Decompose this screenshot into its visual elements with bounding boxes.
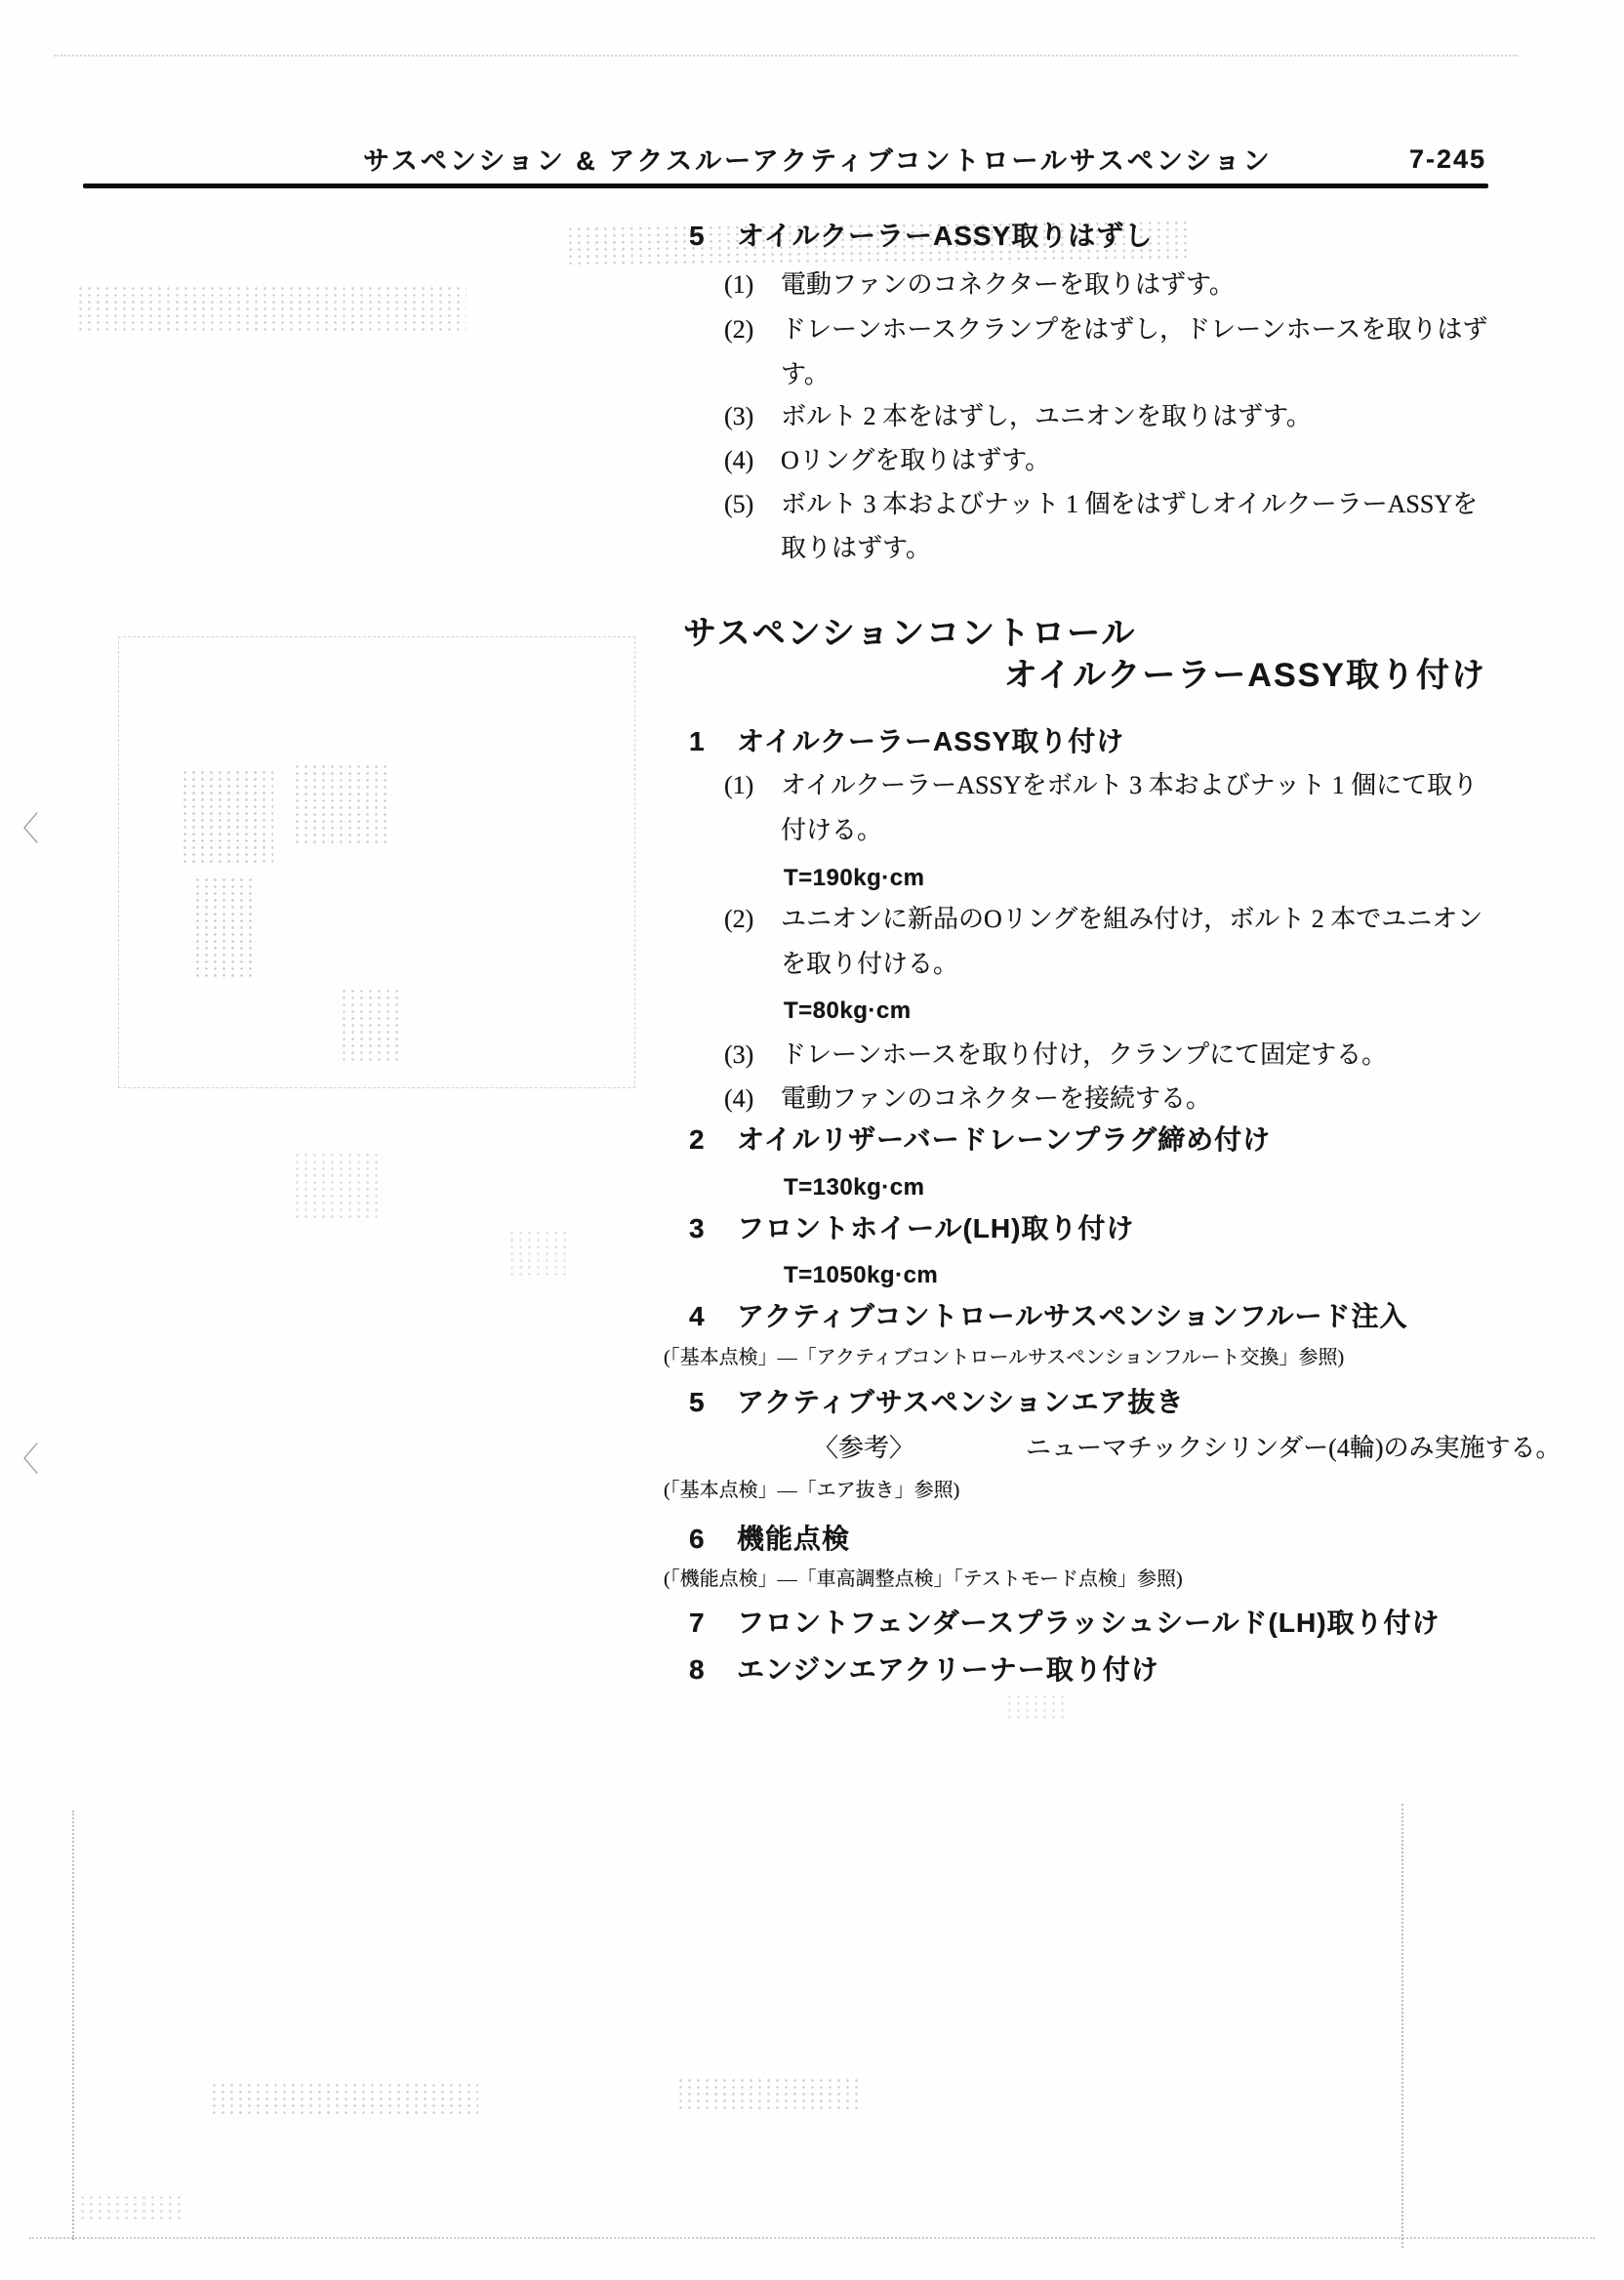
- step-label: (4): [724, 1084, 754, 1113]
- item-number: 8: [689, 1654, 706, 1685]
- step-label: (2): [724, 315, 754, 344]
- install-item2-heading: [689, 1124, 1271, 1156]
- scan-smudge: [181, 769, 273, 867]
- torque-spec: T=190kg·cm: [784, 865, 925, 891]
- page-number: 7-245: [1409, 144, 1487, 174]
- scan-ghost-text: [210, 2082, 478, 2115]
- scan-smudge: [508, 1230, 566, 1279]
- item-number: 5: [689, 1387, 706, 1417]
- item-title: アクティブコントロールサスペンションフルード注入: [737, 1301, 1408, 1331]
- reference-note: (「基本点検」—「エア抜き」参照): [664, 1480, 960, 1501]
- scan-noise-left-line: [72, 1811, 74, 2240]
- step-label: (4): [724, 446, 754, 474]
- item-title: アクティブサスペンションエア抜き: [737, 1387, 1185, 1417]
- scan-noise-top-line: [54, 55, 1518, 57]
- step-text: 電動ファンのコネクターを接続する。: [781, 1084, 1211, 1113]
- step-text: ユニオンに新品のOリングを組み付け，ボルト 2 本でユニオン: [781, 905, 1483, 933]
- install-item1-step-1: [724, 771, 1478, 800]
- step-text: ドレーンホースを取り付け，クランプにて固定する。: [781, 1040, 1388, 1069]
- item-title: オイルリザーバードレーンプラグ締め付け: [737, 1124, 1272, 1155]
- install-item1-step-2: [724, 905, 1482, 934]
- install-item1-step-4: [724, 1084, 1211, 1114]
- scan-noise-bottom-line: [29, 2237, 1595, 2239]
- step-label: (2): [724, 905, 754, 933]
- install-item6-heading: [689, 1524, 850, 1555]
- removal-step-2-continuation: す。: [781, 360, 830, 388]
- scan-ghost-text: [566, 220, 1191, 267]
- scan-smudge: [193, 876, 257, 979]
- step-text: オイルクーラーASSYをボルト 3 本およびナット 1 個にて取り: [781, 771, 1479, 799]
- install-item1-step-2-continuation: を取り付ける。: [781, 950, 959, 978]
- item-number: 4: [689, 1301, 706, 1331]
- step-text: ボルト 3 本およびナット 1 個をはずしオイルクーラーASSYを: [781, 490, 1479, 518]
- scan-angle-mark: 〈: [6, 1443, 39, 1479]
- removal-heading-title: オイルクーラーASSY取りはずし: [737, 221, 1154, 251]
- step-label: (3): [724, 402, 754, 430]
- scan-smudge: [340, 988, 398, 1061]
- install-item1-step-3: [724, 1040, 1387, 1070]
- torque-spec: T=80kg·cm: [784, 998, 912, 1024]
- item-number: 2: [689, 1124, 706, 1155]
- scan-smudge: [1005, 1693, 1064, 1723]
- item-title: 機能点検: [737, 1524, 851, 1554]
- torque-spec: T=130kg·cm: [784, 1174, 925, 1201]
- step-label: (1): [724, 270, 754, 299]
- install-title-line1: サスペンションコントロール: [683, 615, 1137, 652]
- item-number: 6: [689, 1524, 706, 1554]
- scan-noise-right-line: [1401, 1804, 1403, 2248]
- step-label: (1): [724, 771, 754, 799]
- scan-smudge: [78, 2194, 185, 2219]
- item-number: 7: [689, 1608, 706, 1638]
- note-label: 〈参考〉: [813, 1434, 915, 1462]
- removal-step-4: [724, 446, 1050, 475]
- scan-smudge: [293, 1152, 381, 1220]
- removal-step-1: [724, 270, 1235, 300]
- scan-smudge: [293, 763, 390, 846]
- step-text: ドレーンホースクランプをはずし，ドレーンホースを取りはず: [781, 315, 1488, 344]
- step-text: 電動ファンのコネクターを取りはずす。: [781, 270, 1235, 299]
- step-text: ボルト 2 本をはずし，ユニオンを取りはずす。: [781, 402, 1312, 430]
- torque-spec: T=1050kg·cm: [784, 1262, 939, 1288]
- install-title-line2: オイルクーラーASSY取り付け: [1003, 657, 1486, 694]
- install-item1-heading: [689, 726, 1124, 757]
- install-item7-heading: [689, 1608, 1441, 1639]
- install-item4-heading: [689, 1301, 1407, 1332]
- item-number: 1: [689, 726, 706, 756]
- install-item5-heading: [689, 1387, 1185, 1418]
- removal-step-5: [724, 490, 1478, 519]
- install-item5-note: [813, 1434, 1562, 1463]
- item-title: フロントホイール(LH)取り付け: [737, 1213, 1135, 1243]
- note-text: ニューマチックシリンダー(4輪)のみ実施する。: [1026, 1434, 1562, 1462]
- install-item8-heading: [689, 1654, 1159, 1686]
- scan-angle-mark: 〈: [6, 812, 39, 848]
- step-label: (3): [724, 1040, 754, 1069]
- install-item1-step-1-continuation: 付ける。: [781, 816, 883, 844]
- reference-note: (「機能点検」—「車高調整点検」「テストモード点検」参照): [664, 1568, 1183, 1590]
- item-number: 3: [689, 1213, 706, 1243]
- removal-step-3: [724, 402, 1312, 431]
- item-title: オイルクーラーASSY取り付け: [737, 726, 1125, 756]
- scan-ghost-text: [676, 2077, 862, 2110]
- removal-step-5-continuation: 取りはずす。: [781, 534, 931, 562]
- header-rule: [83, 183, 1488, 188]
- step-label: (5): [724, 490, 754, 518]
- scan-ghost-text: [76, 285, 467, 334]
- item-title: フロントフェンダースプラッシュシールド(LH)取り付け: [737, 1608, 1441, 1638]
- reference-note: (「基本点検」—「アクティブコントロールサスペンションフルート交換」参照): [664, 1347, 1345, 1368]
- page-header-title: サスペンション & アクスルーアクティブコントロールサスペンション: [363, 146, 1273, 176]
- removal-heading-number: 5: [689, 221, 706, 251]
- removal-step-2: [724, 315, 1487, 345]
- item-title: エンジンエアクリーナー取り付け: [737, 1654, 1159, 1685]
- step-text: Oリングを取りはずす。: [781, 446, 1051, 474]
- install-item3-heading: [689, 1213, 1134, 1244]
